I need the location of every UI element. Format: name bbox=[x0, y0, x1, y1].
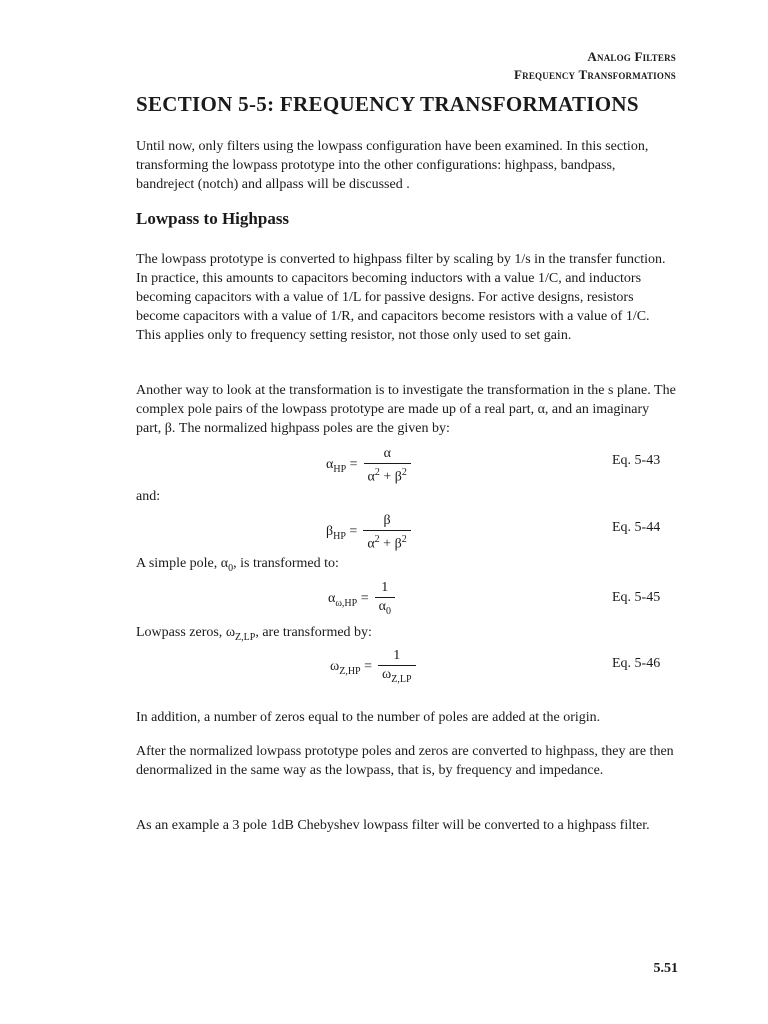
eq45-denominator: $\alpha_0$ bbox=[375, 597, 395, 620]
page-number: 5.51 bbox=[653, 961, 678, 976]
eq43-fraction bbox=[364, 446, 411, 486]
eq44-lhs: $\beta_{HP}$ = bbox=[326, 523, 358, 542]
simple-pole-text: A simple pole, $\alpha_0$, is transformed to: bbox=[136, 556, 339, 574]
equation-5-43 bbox=[326, 446, 411, 486]
equation-5-45 bbox=[328, 580, 395, 620]
paragraph-3: In addition, a number of zeros equal to the number of poles are added at the origin. bbox=[136, 710, 601, 725]
eq45-fraction bbox=[375, 580, 395, 620]
paragraph-4: After the normalized lowpass prototype poles and zeros are converted to highpass, they are then denormalized in the same way as the lowpass, that is, by frequency and impedance. bbox=[136, 744, 674, 778]
eq45-label: Eq. 5-45 bbox=[612, 590, 661, 605]
paragraph-2: Another way to look at the transformation is to investigate the transformation in the s plane. The complex pole pairs of the lowpass prototype are made up of a real part, α, and an imaginary part, β. The normalized highpass poles are the given by: bbox=[136, 383, 676, 436]
eq46-fraction bbox=[378, 648, 416, 688]
paragraph-5: As an example a 3 pole 1dB Chebyshev lowpass filter will be converted to a highpass filter. bbox=[136, 818, 650, 833]
running-header bbox=[514, 48, 676, 84]
eq44-numerator: β bbox=[383, 513, 391, 528]
eq44-denominator: $\alpha^2 + \beta^2$ bbox=[363, 530, 410, 553]
header-line-1: Analog Filters bbox=[587, 49, 676, 64]
eq45-numerator: 1 bbox=[381, 580, 389, 595]
eq46-label: Eq. 5-46 bbox=[612, 656, 661, 671]
and-text: and: bbox=[136, 489, 161, 504]
paragraph-1: The lowpass prototype is converted to highpass filter by scaling by 1/s in the transfer function. In practice, this amounts to capacitors becoming inductors with a value 1/C, and inductors becoming capacitors with a value of 1/L for passive designs. For active designs, resistors become capacitors with a value of 1/R, and capacitors become resistors with a value of 1/C. This applies only to frequency setting resistor, not those only used to set gain. bbox=[136, 252, 666, 343]
eq43-lhs: $\alpha_{HP}$ = bbox=[326, 456, 358, 475]
eq44-fraction bbox=[363, 513, 410, 553]
section-title: SECTION 5-5: FREQUENCY TRANSFORMATIONS bbox=[136, 92, 639, 116]
eq46-numerator: 1 bbox=[393, 648, 401, 663]
intro-paragraph: Until now, only filters using the lowpass configuration have been examined. In this section, transforming the lowpass prototype into the other configurations: highpass, bandpass, bandreject (notch) and allpass will be discussed . bbox=[136, 139, 649, 192]
eq43-label: Eq. 5-43 bbox=[612, 453, 661, 468]
zeros-text: Lowpass zeros, $\omega_{Z,LP}$, are transformed by: bbox=[136, 625, 372, 643]
eq43-denominator: $\alpha^2 + \beta^2$ bbox=[364, 463, 411, 486]
eq46-lhs: $\omega_{Z,HP}$ = bbox=[330, 659, 373, 677]
equation-5-44 bbox=[326, 513, 411, 553]
header-line-2: Frequency Transformations bbox=[514, 67, 676, 82]
eq44-label: Eq. 5-44 bbox=[612, 520, 661, 535]
subheading: Lowpass to Highpass bbox=[136, 209, 290, 228]
eq46-denominator: $\omega_{Z,LP}$ bbox=[378, 665, 416, 688]
equation-5-46 bbox=[330, 648, 416, 688]
eq45-lhs: $\alpha_{\omega,HP}$ = bbox=[328, 591, 369, 609]
eq43-numerator: α bbox=[383, 446, 391, 461]
